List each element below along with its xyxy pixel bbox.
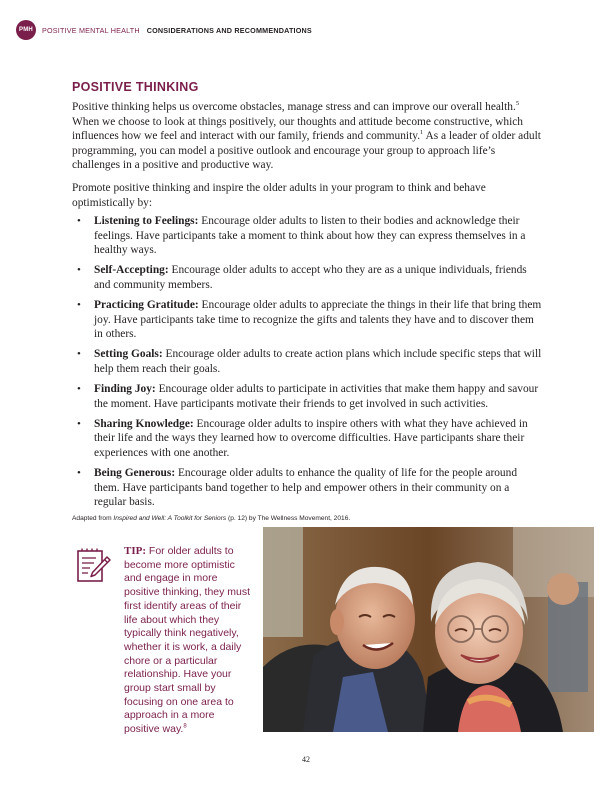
footnote-ref: 1 xyxy=(420,129,424,137)
pmh-logo: PMH xyxy=(16,20,36,40)
intro-paragraph: Positive thinking helps us overcome obstacles, manage stress and can improve our overall health.$^5$ When we choose to look at things positively, our thoughts and attitude become constructive, which influences how we feel and interact with our family, friends and community.$^1$ As a leader of older adult programming, you can model a positive outlook and encourage your group to approach life’s challenges in a positive and productive way. xyxy=(72,100,541,172)
footnote-ref: 5 xyxy=(515,100,520,108)
list-item: • Being Generous: Encourage older adults to enhance the quality of life for the people around them. Have participants band together to help and empower others in their community on a regular basis. xyxy=(77,467,518,509)
notepad-pencil-icon xyxy=(75,548,111,584)
tip-callout: TIP: For older adults to become more optimistic and engage in more positive thinking, they must first identify areas of their life about which they typically think negatively, whether it is work, a daily chore or a particular relationship. Have your group start small by focusing on one area to approach in a more positive way.$^8$ xyxy=(124,545,251,736)
list-item: • Sharing Knowledge: Encourage older adults to inspire others with what they have achieved in their life and the ways they learned how to overcome difficulties. Have participants share their experiences with one another. xyxy=(77,417,528,459)
tip-label: TIP: xyxy=(124,545,146,557)
older-couple-photo xyxy=(263,527,594,732)
footnote-ref: 8 xyxy=(183,723,187,730)
strategy-list xyxy=(72,214,542,510)
header-section: CONSIDERATIONS AND RECOMMENDATIONS xyxy=(146,25,312,35)
list-item: • Self-Accepting: Encourage older adults to accept who they are as a unique individuals, friends and community members. xyxy=(77,264,527,292)
source-citation: Adapted from Inspired and Well: A Toolkit for Seniors (p. 12) by The Wellness Movement, 2016. xyxy=(72,515,351,523)
promote-paragraph: Promote positive thinking and inspire the older adults in your program to think and behave optimistically by: xyxy=(72,181,486,209)
page-number: 42 xyxy=(302,755,310,764)
list-item: • Listening to Feelings: Encourage older adults to listen to their bodies and acknowledge their feelings. Have participants take a moment to think about how they can express themselves in a healthy ways. xyxy=(77,215,526,257)
main-content xyxy=(72,80,542,522)
section-title: POSITIVE THINKING xyxy=(72,80,199,94)
list-item: • Practicing Gratitude: Encourage older adults to appreciate the things in their life that bring them joy. Have participants take time to recognize the gifts and talents they have and to discover them in others. xyxy=(77,299,542,341)
list-item: • Setting Goals: Encourage older adults to create action plans which include specific steps that will help them reach their goals. xyxy=(77,348,542,375)
header-brand: POSITIVE MENTAL HEALTH xyxy=(42,25,140,35)
list-item: • Finding Joy: Encourage older adults to participate in activities that make them happy and savour the moment. Have participants motivate their friends to get involved in such activities. xyxy=(77,383,539,410)
page-header xyxy=(16,20,312,40)
